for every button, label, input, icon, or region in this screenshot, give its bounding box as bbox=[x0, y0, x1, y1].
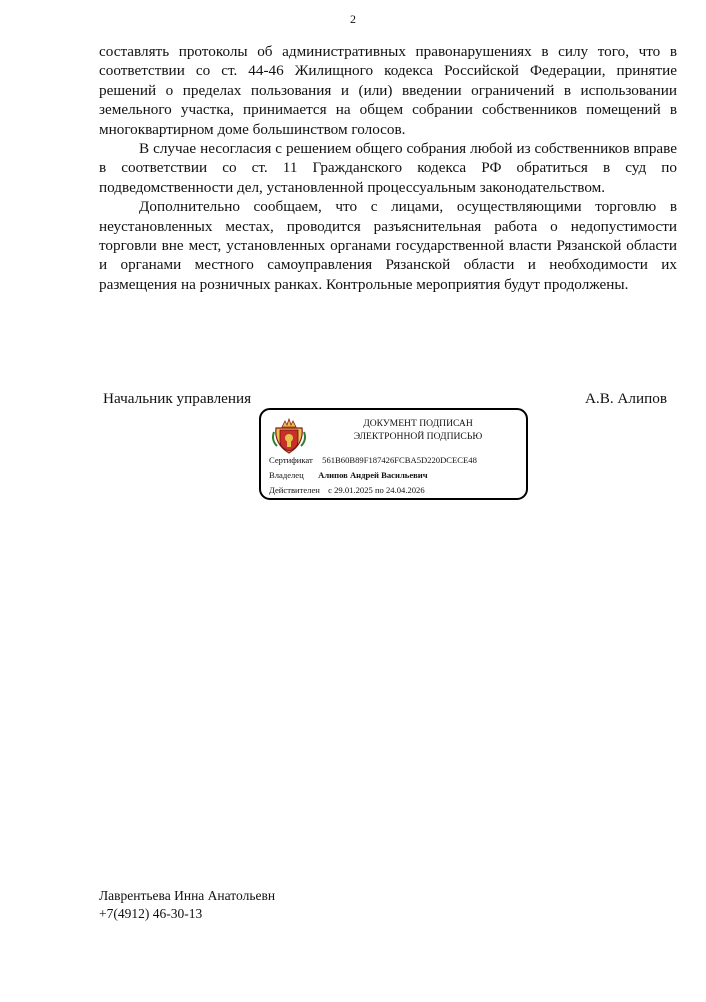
executor-info bbox=[99, 887, 275, 923]
electronic-signature-stamp bbox=[259, 408, 528, 500]
stamp-header-line-2: ЭЛЕКТРОННОЙ ПОДПИСЬЮ bbox=[353, 431, 483, 442]
page-number: 2 bbox=[350, 12, 356, 26]
executor-name: Лаврентьева Инна Анатольевн bbox=[99, 888, 276, 903]
stamp-certificate bbox=[269, 455, 477, 465]
executor-phone: +7(4912) 46-30-13 bbox=[99, 906, 203, 921]
signatory-name: А.В. Алипов bbox=[584, 390, 667, 407]
paragraph-1: составлять протоколы об административных правонарушениях в силу того, что в соответствии со ст. 44-46 Жилищного кодекса Российской Федерации, принятие решений о пределах пользования и (или) введении ограничений в использовании земельного участка, принимается на общем собрании собственников помещений в многоквартирном доме большинством голосов. bbox=[99, 43, 677, 138]
certificate-value: 561B60B89F187426FCBA5D220DCECE48 bbox=[322, 455, 477, 465]
coat-of-arms-icon bbox=[269, 416, 309, 456]
owner-value: Алипов Андрей Васильевич bbox=[318, 470, 428, 480]
stamp-header-line-1: ДОКУМЕНТ ПОДПИСАН bbox=[363, 418, 473, 429]
validity-label: Действителен bbox=[269, 485, 320, 495]
certificate-label: Сертификат bbox=[269, 455, 313, 465]
letter-body bbox=[99, 42, 677, 294]
stamp-header bbox=[313, 417, 523, 443]
owner-label: Владелец bbox=[269, 470, 304, 480]
validity-value: с 29.01.2025 по 24.04.2026 bbox=[328, 485, 425, 495]
paragraph-2: В случае несогласия с решением общего собрания любой из собственников вправе в соответствии со ст. 11 Гражданского кодекса РФ обратиться в суд по подведомственности дел, установленной процессуальным законодательством. bbox=[99, 140, 677, 196]
signatory-position: Начальник управления bbox=[103, 390, 252, 407]
stamp-validity bbox=[269, 485, 425, 495]
stamp-owner bbox=[269, 470, 428, 480]
paragraph-3: Дополнительно сообщаем, что с лицами, осуществляющими торговлю в неустановленных местах, проводится разъяснительная работа о недопустимости торговли вне мест, установленных органами государственной власти Рязанской области и органами местного самоуправления Рязанской области и необходимости их размещения на розничных ранках. Контрольные мероприятия будут продолжены. bbox=[99, 198, 677, 293]
